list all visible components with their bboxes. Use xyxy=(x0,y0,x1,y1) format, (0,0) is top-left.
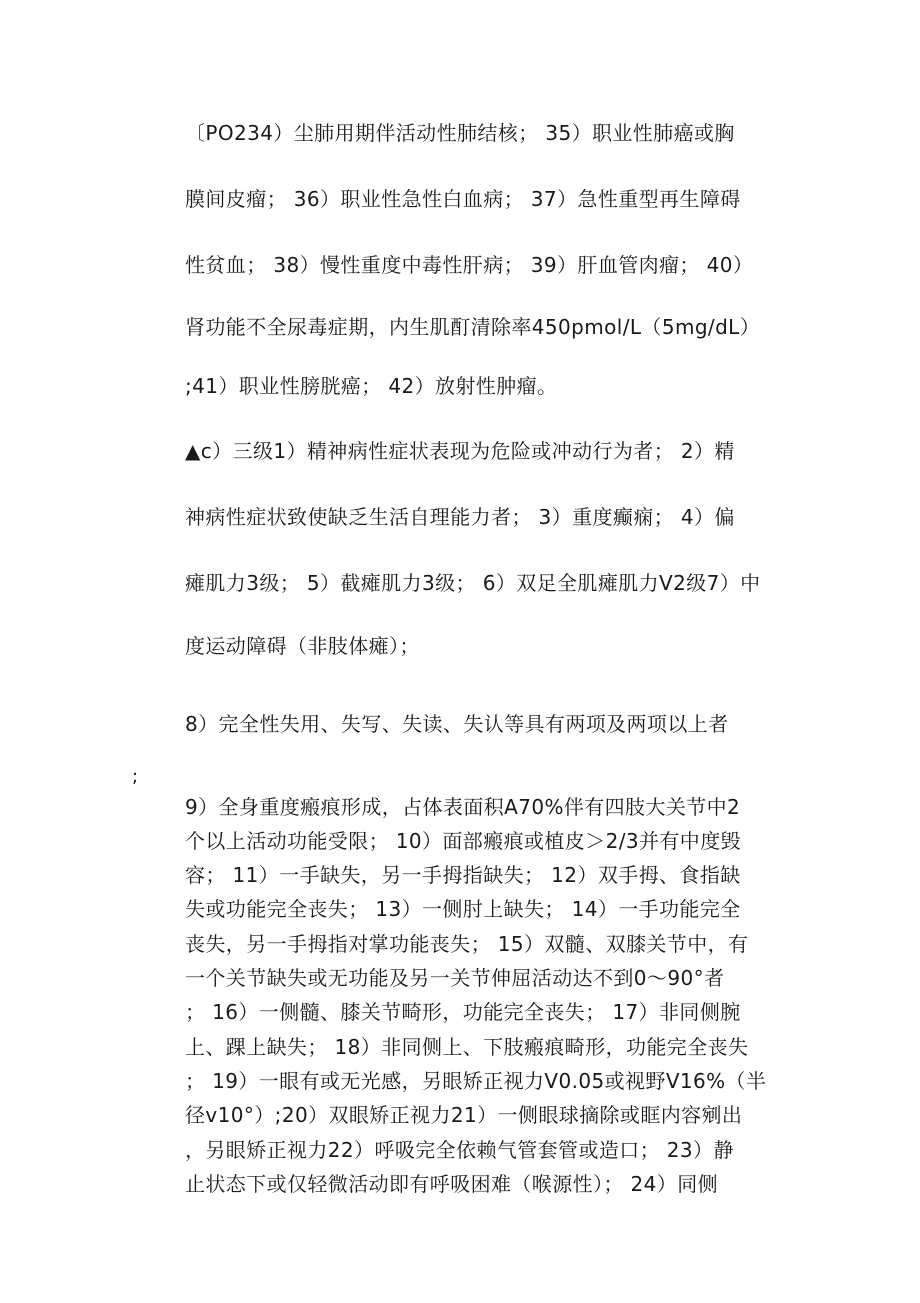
text-line: 膜间皮瘤； 36）职业性急性白血病； 37）急性重型再生障碍 xyxy=(185,187,741,211)
text-line: 个以上活动功能受限； 10）面部瘢痕或植皮＞2/3并有中度毁 xyxy=(185,829,741,853)
text-line: ;41）职业性膀胱癌； 42）放射性肿瘤。 xyxy=(185,374,558,398)
text-line: 8）完全性失用、失写、失读、失认等具有两项及两项以上者 xyxy=(185,712,729,736)
text-line: 神病性症状致使缺乏生活自理能力者； 3）重度癫痫； 4）偏 xyxy=(185,505,735,529)
text-line: 瘫肌力3级； 5）截瘫肌力3级； 6）双足全肌瘫肌力V2级7）中 xyxy=(185,571,761,595)
text-line: 失或功能完全丧失； 13）一侧肘上缺失； 14）一手功能完全 xyxy=(185,897,741,921)
text-line: 〔PO234）尘肺用期伴活动性肺结核； 35）职业性肺癌或胸 xyxy=(185,121,735,145)
text-line: ▲c）三级1）精神病性症状表现为危险或冲动行为者； 2）精 xyxy=(185,439,735,463)
text-line: 上、踝上缺失； 18）非同侧上、下肢瘢痕畸形，功能完全丧失 xyxy=(185,1035,749,1059)
text-line: ； 19）一眼有或无光感，另眼矫正视力V0.05或视野V16%（半 xyxy=(185,1069,767,1093)
text-line: 9）全身重度瘢痕形成，占体表面积A70%伴有四肢大关节中2 xyxy=(185,795,741,819)
text-line: 肾功能不全尿毒症期，内生肌酊清除率450pmol/L（5mg/dL） xyxy=(185,315,761,339)
text-line: 径v10°）;20）双眼矫正视力21）一侧眼球摘除或眶内容剜出 xyxy=(185,1103,743,1127)
text-line: 性贫血； 38）慢性重度中毒性肝病； 39）肝血管肉瘤； 40） xyxy=(185,253,754,277)
text-line: 一个关节缺失或无功能及另一关节伸屈活动达不到0～90°者 xyxy=(185,966,725,990)
text-line: ，另眼矫正视力22）呼吸完全依赖气管套管或造口； 23）静 xyxy=(185,1138,734,1162)
text-line: 度运动障碍（非肢体瘫）； xyxy=(185,634,420,658)
text-line: 容； 11）一手缺失，另一手拇指缺失； 12）双手拇、食指缺 xyxy=(185,863,741,887)
text-line: ； 16）一侧髓、膝关节畸形，功能完全丧失； 17）非同侧腕 xyxy=(185,1000,741,1024)
text-line: 止状态下或仅轻微活动即有呼吸困难（喉源性）； 24）同侧 xyxy=(185,1172,719,1196)
text-line: 丧失，另一手拇指对掌功能丧失； 15）双髓、双膝关节中，有 xyxy=(185,932,749,956)
stray-punctuation: ; xyxy=(132,766,139,787)
